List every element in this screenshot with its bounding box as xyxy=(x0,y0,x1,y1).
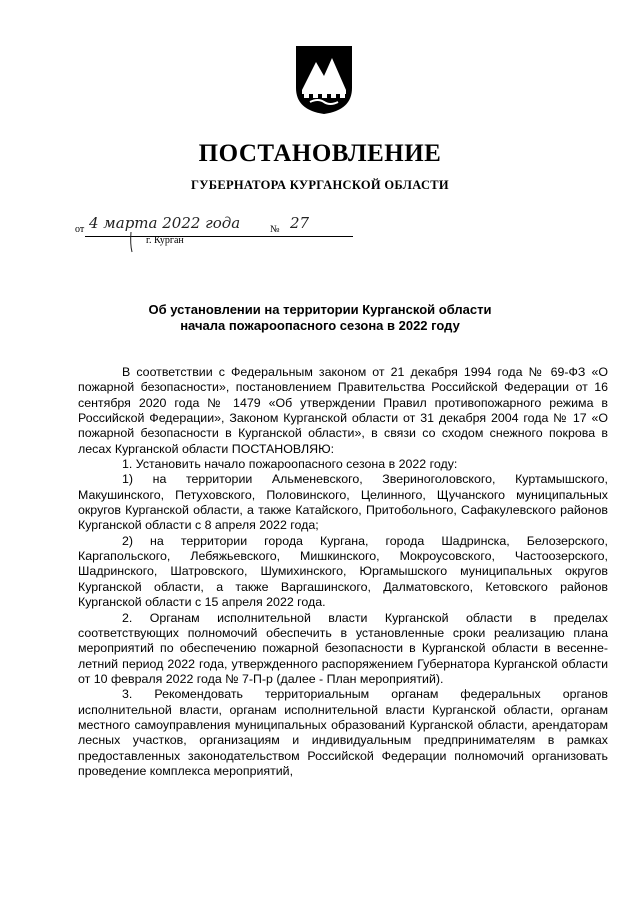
heading-line-2: начала пожароопасного сезона в 2022 году xyxy=(180,318,460,333)
handwritten-date: 4 марта 2022 года xyxy=(89,214,241,232)
document-heading xyxy=(0,302,640,334)
from-label: от xyxy=(75,224,85,235)
preamble-paragraph: В соответствии с Федеральным законом от 21 декабря 1994 года № 69-ФЗ «О пожарной безопасности», постановлением Правительства Российской Федерации от 16 сентября 2020 года № 1479 «Об утверждении Правил противопожарного режима в Российской Федерации», Законом Курганской области от 31 декабря 2004 года № 17 «О пожарной безопасности в Курганской области», в связи со сходом снежного покрова в лесах Курганской области ПОСТАНОВЛЯЮ: xyxy=(78,365,608,456)
number-underline xyxy=(285,236,353,237)
coat-of-arms-icon xyxy=(294,44,354,116)
date-number-line xyxy=(75,216,355,238)
city-label: г. Курган xyxy=(146,235,184,246)
heading-line-1: Об установлении на территории Курганской области xyxy=(148,302,492,317)
document-body xyxy=(78,365,608,779)
clause-1: 1. Установить начало пожароопасного сезона в 2022 году: xyxy=(122,457,458,472)
clause-3: 3. Рекомендовать территориальным органам федеральных органов исполнительной власти, органам исполнительной власти Курганской области, органам местного самоуправления муниципальных образований Курганской области, арендаторам лесных участков, организациям и индивидуальным предпринимателям в рамках предоставленных законодательством Российской Федерации полномочий организовать проведение комплекса мероприятий, xyxy=(78,687,608,778)
document-title: ПОСТАНОВЛЕНИЕ xyxy=(198,140,442,167)
handwritten-number: 27 xyxy=(290,214,310,232)
handwriting-stroke xyxy=(128,230,144,256)
clause-2: 2. Органам исполнительной власти Курганской области в пределах соответствующих полномочий обеспечить в установленные сроки реализацию плана мероприятий по обеспечению пожарной безопасности в Курганской области в весенне-летний период 2022 года, утвержденного распоряжением Губернатора Курганской области от 10 февраля 2022 года № 7-П-р (далее - План мероприятий). xyxy=(78,610,608,686)
clause-1-item-1: 1) на территории Альменевского, Звериноголовского, Куртамышского, Макушинского, Петуховского, Половинского, Целинного, Щучанского муниципальных округов Курганской области, а также Катайского, Притобольного, Сафакулевского районов Курганской области с 8 апреля 2022 года; xyxy=(78,472,608,533)
clause-1-item-2: 2) на территории города Кургана, города Шадринска, Белозерского, Каргапольского, Лебяжьевского, Мишкинского, Мокроусовского, Частоозерского, Шадринского, Шатровского, Шумихинского, Юргамышского муниципальных округов Курганской области, а также Варгашинского, Далматовского, Кетовского районов Курганской области с 15 апреля 2022 года. xyxy=(78,533,608,610)
number-label: № xyxy=(270,224,280,235)
document-subtitle: ГУБЕРНАТОРА КУРГАНСКОЙ ОБЛАСТИ xyxy=(191,178,449,192)
